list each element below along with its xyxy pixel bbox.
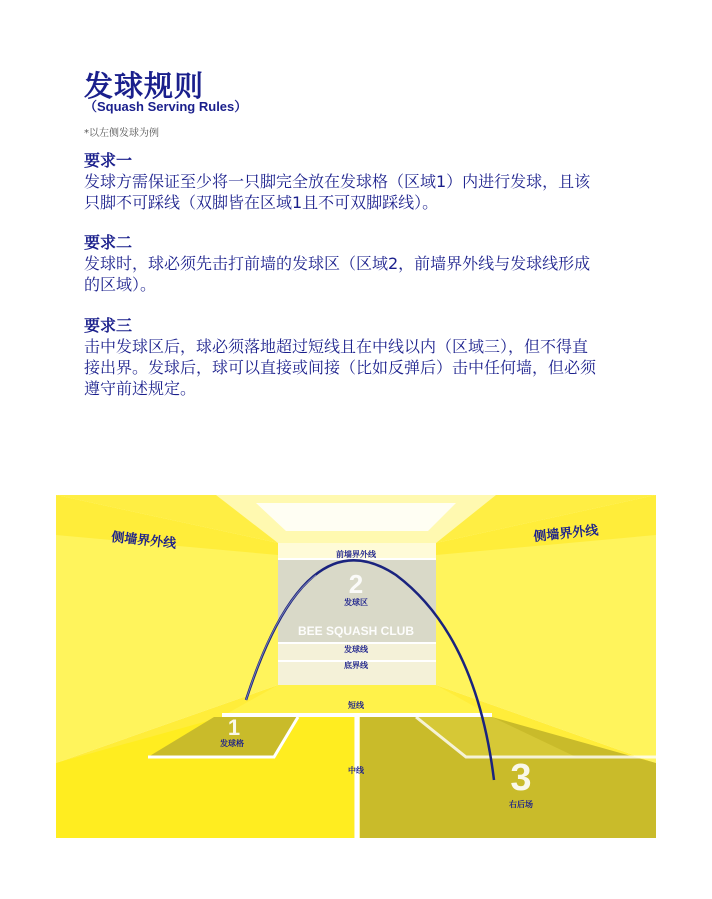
rule-heading: 要求二 [84,233,133,252]
service-box-label: 发球格 [220,739,244,748]
front-wall-outline-label: 前墙界外线 [336,550,376,559]
back-court-label: 右后场 [509,800,533,809]
rule-text-line: 的区域）。 [84,275,157,294]
short-line-label: 短线 [348,701,364,710]
service-area-label: 发球区 [344,598,368,607]
rule-text-line: 发球时，球必须先击打前墙的发球区（区域2，前墙界外线与发球线形成 [84,254,591,273]
rule-section-2 [84,233,654,295]
zone-1-number: 1 [227,715,241,740]
page-note: *以左侧发球为例 [84,128,159,139]
right-side-wall-label: 侧墙界外线 [532,523,600,545]
court-svg [56,495,656,838]
rule-heading: 要求一 [84,151,133,170]
page-title: 发球规则 [84,69,205,103]
rule-text-line: 只脚不可踩线（双脚皆在区域1且不可双脚踩线）。 [84,193,439,212]
rule-text-line: 接出界。发球后，球可以直接或间接（比如反弹后）击中任何墙，但必须 [84,358,597,377]
service-line-label: 发球线 [344,645,368,654]
tin-label: 底界线 [344,661,368,670]
rule-heading: 要求三 [84,316,133,335]
zone-2-number: 2 [348,569,364,599]
ceiling-panel [256,503,456,531]
rule-section-3 [84,316,654,399]
squash-court-diagram [56,495,656,838]
page-subtitle: （Squash Serving Rules） [84,99,248,114]
rule-text-line: 击中发球区后，球必须落地超过短线且在中线以内（区域三），但不得直 [84,337,589,356]
half-court-line-label: 中线 [348,766,364,775]
watermark-text: BEE SQUASH CLUB [297,624,415,638]
rule-text-line: 发球方需保证至少将一只脚完全放在发球格（区域1）内进行发球，且该 [84,172,591,191]
rule-section-1 [84,151,654,213]
rule-text-line: 遵守前述规定。 [84,379,197,398]
zone-3-number: 3 [510,757,532,799]
left-side-wall-label: 侧墙界外线 [110,530,177,552]
